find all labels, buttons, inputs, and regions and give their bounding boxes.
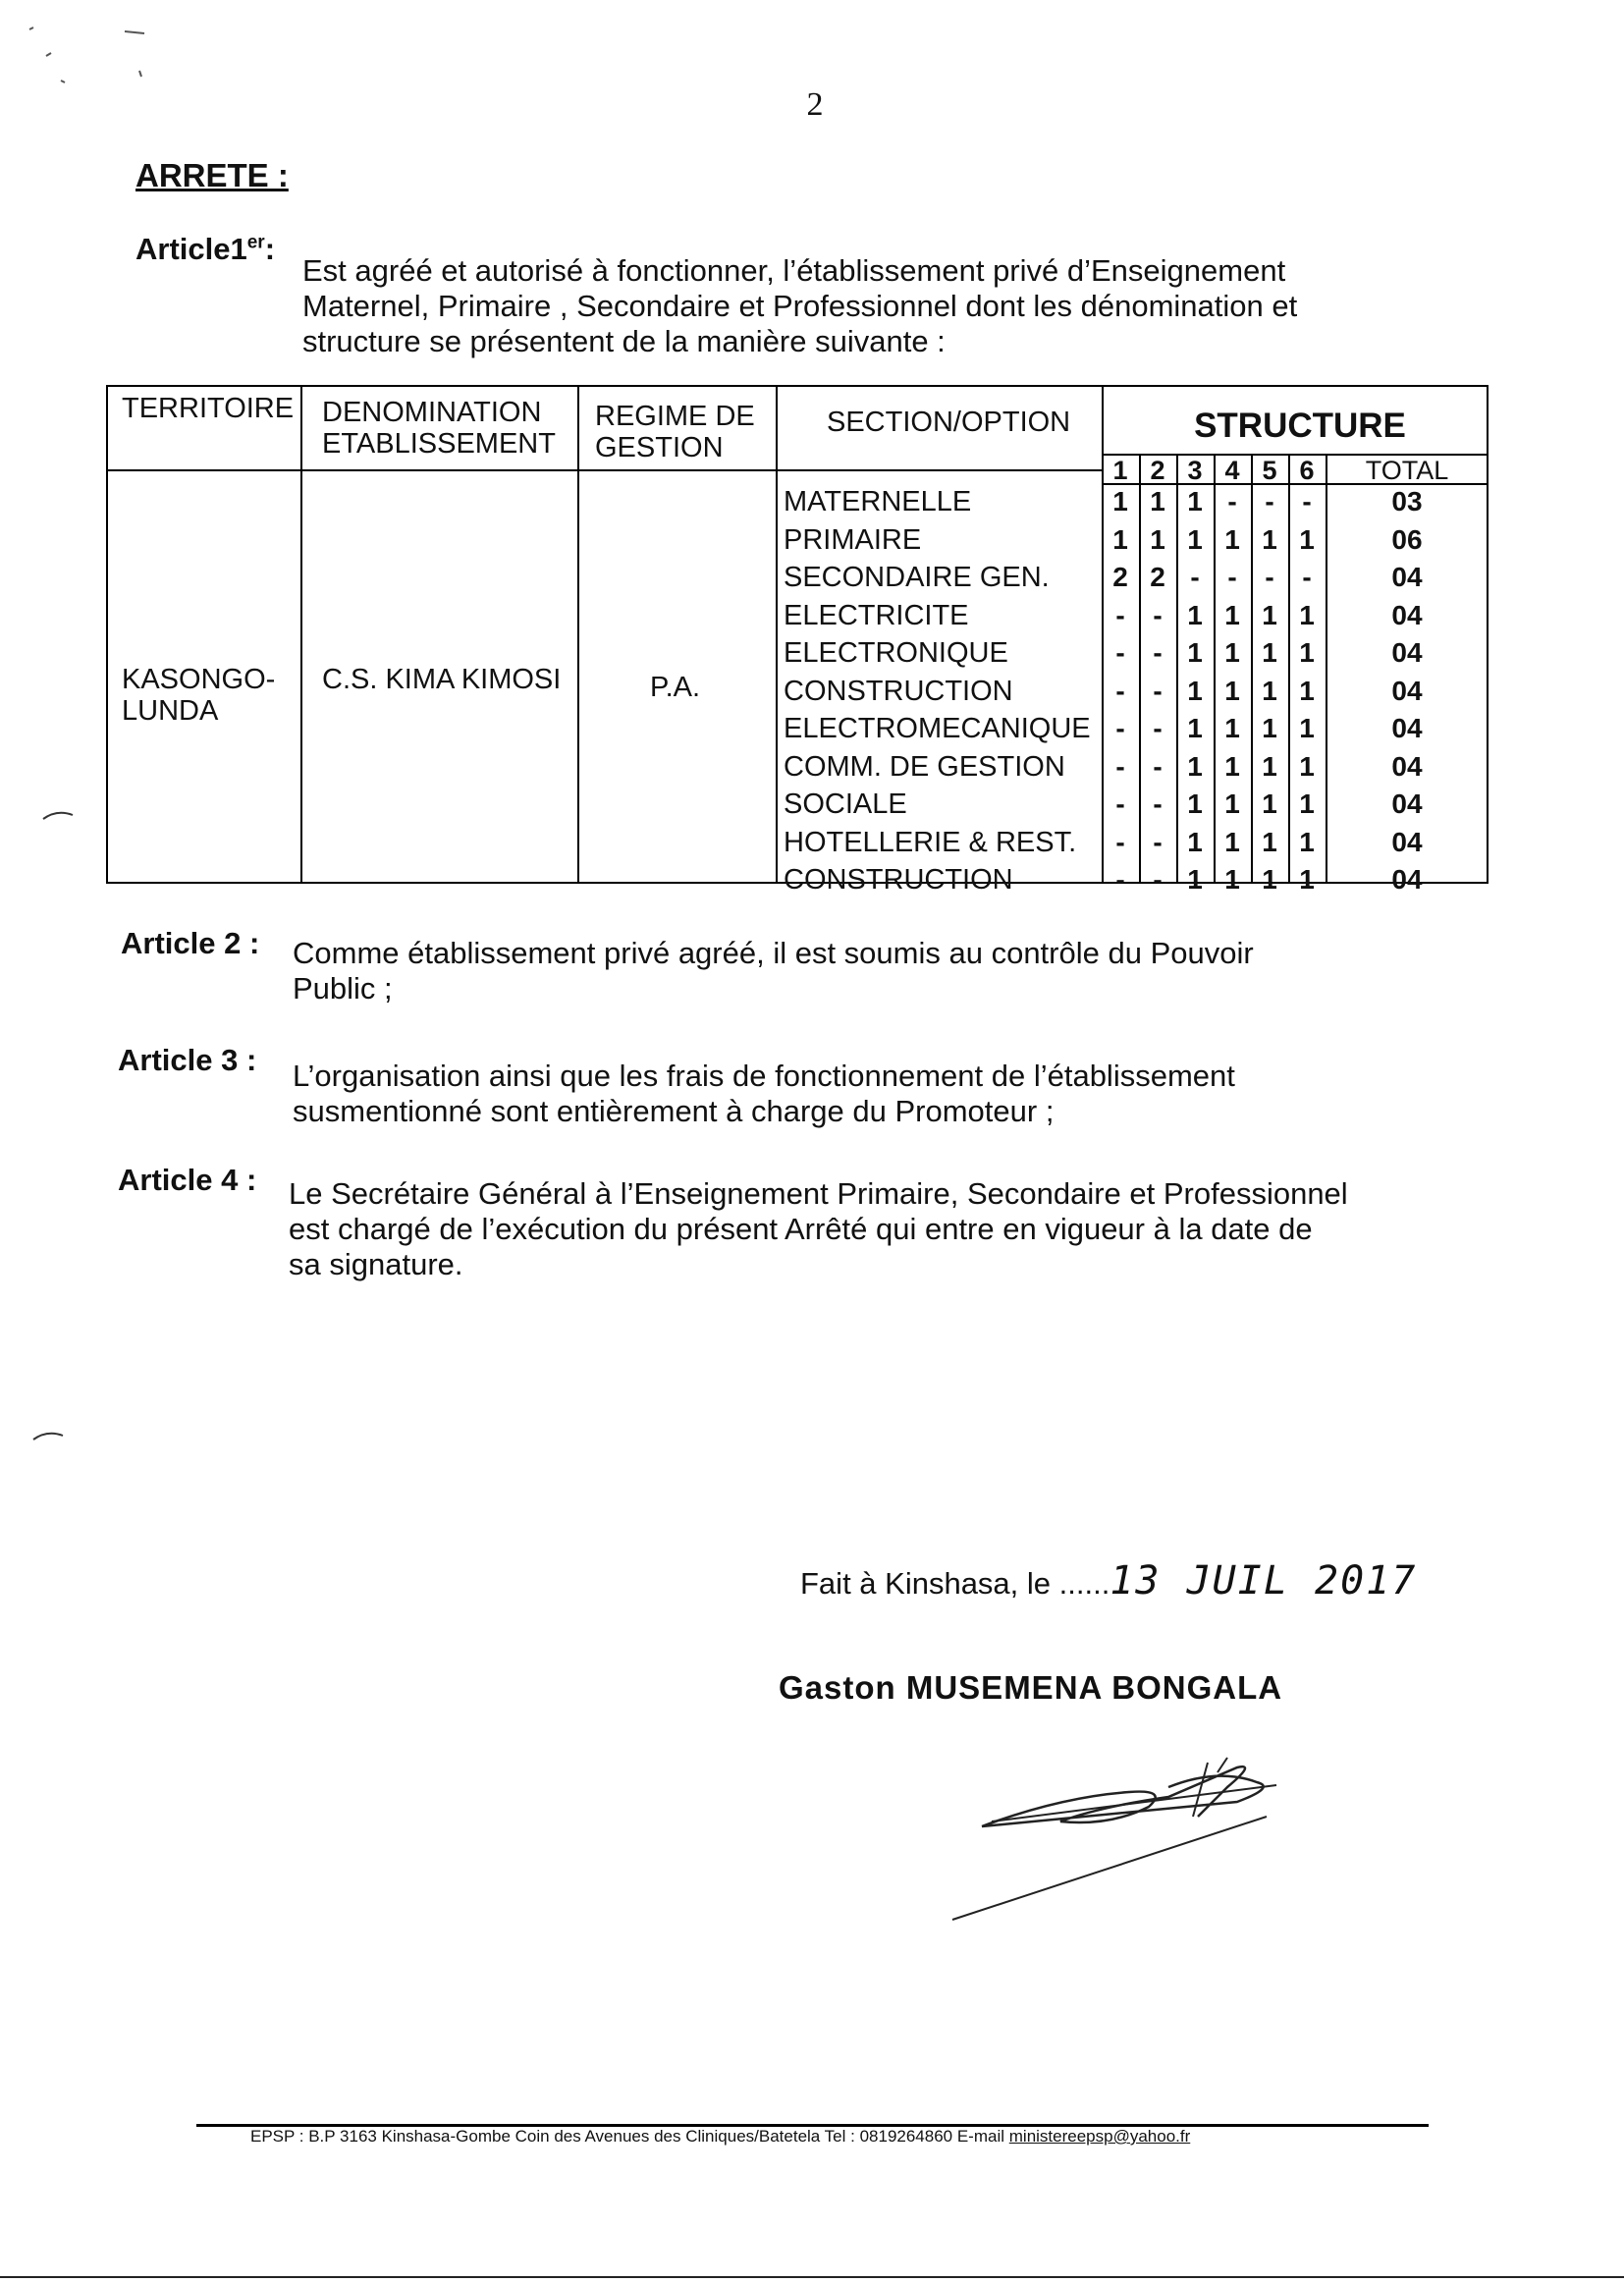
year-cell: 1 <box>1224 637 1240 668</box>
handwritten-date: 13 JUIL 2017 <box>1110 1558 1418 1604</box>
scan-edge <box>0 2276 1624 2278</box>
year-cell: 1 <box>1299 826 1315 857</box>
year-cell: - <box>1153 599 1163 630</box>
article-1-line: structure se présentent de la manière suivante : <box>302 324 946 358</box>
year-cell: 1 <box>1224 750 1240 782</box>
table-row <box>1102 748 1489 787</box>
header-structure: STRUCTURE <box>1194 407 1406 445</box>
year-cell: 1 <box>1299 864 1315 895</box>
table-row <box>1102 673 1489 711</box>
header-col-total: TOTAL <box>1365 456 1449 485</box>
article-1-label: Article1er: <box>135 232 276 266</box>
article-1-text <box>302 253 1432 359</box>
article-4-label: Article 4 : <box>118 1163 257 1197</box>
section-option-label: ELECTRONIQUE <box>784 637 1008 669</box>
decree-heading: ARRETE : <box>135 157 289 193</box>
header-col-2: 2 <box>1150 456 1165 485</box>
year-cell: 1 <box>1187 864 1203 895</box>
year-cell: 1 <box>1262 713 1277 743</box>
year-cell: 1 <box>1299 523 1315 555</box>
year-cell: 1 <box>1262 788 1277 819</box>
year-cell: - <box>1153 713 1163 743</box>
year-cell: - <box>1153 675 1163 706</box>
article-2-label: Article 2 : <box>121 926 260 960</box>
year-cell: 1 <box>1187 788 1203 819</box>
year-cell: 1 <box>1150 486 1165 516</box>
year-cell: 1 <box>1299 788 1315 819</box>
section-option-label: MATERNELLE <box>784 486 972 517</box>
article-3-line: L’organisation ainsi que les frais de fonctionnement de l’établissement <box>293 1059 1235 1093</box>
total-cell: 03 <box>1391 486 1423 516</box>
year-cell: 1 <box>1187 599 1203 630</box>
total-cell: 04 <box>1391 713 1423 743</box>
year-cell: - <box>1115 788 1125 819</box>
year-cell: 1 <box>1187 713 1203 743</box>
year-cell: 1 <box>1262 599 1277 630</box>
scan-mark-top <box>22 12 159 95</box>
year-cell: 1 <box>1224 788 1240 819</box>
year-cell: 1 <box>1224 675 1240 706</box>
page-number: 2 <box>806 86 824 123</box>
year-cell: 1 <box>1262 864 1277 895</box>
section-option-label: PRIMAIRE <box>784 523 922 556</box>
table-row <box>1102 521 1489 560</box>
year-cell: 1 <box>1112 486 1128 516</box>
year-cell: - <box>1227 562 1237 592</box>
article-1-line: Maternel, Primaire , Secondaire et Professionnel dont les dénomination et <box>302 289 1298 323</box>
header-col-5: 5 <box>1262 456 1277 485</box>
scan-mark-left <box>39 805 79 830</box>
table-row <box>1102 710 1489 748</box>
year-cell: - <box>1115 750 1125 782</box>
year-cell: 2 <box>1150 562 1165 592</box>
table-row <box>1102 634 1489 673</box>
article-4-line: est chargé de l’exécution du présent Arrêté qui entre en vigueur à la date de <box>289 1212 1313 1246</box>
structure-grid <box>1102 483 1489 899</box>
table-row <box>1102 824 1489 862</box>
total-cell: 04 <box>1391 675 1423 706</box>
article-1-line: Est agréé et autorisé à fonctionner, l’établissement privé d’Enseignement <box>302 253 1286 288</box>
total-cell: 04 <box>1391 750 1423 782</box>
year-cell: 2 <box>1112 562 1128 592</box>
header-col-3: 3 <box>1187 456 1203 485</box>
table-row <box>1102 559 1489 597</box>
header-territoire: TERRITOIRE <box>122 393 295 424</box>
header-col-6: 6 <box>1299 456 1315 485</box>
territoire-value: KASONGO- LUNDA <box>122 664 276 727</box>
article-4-text <box>289 1176 1467 1282</box>
year-cell: 1 <box>1150 523 1165 555</box>
table-row <box>1102 597 1489 635</box>
year-cell: 1 <box>1187 675 1203 706</box>
header-col-1: 1 <box>1112 456 1128 485</box>
article-3-text <box>293 1059 1363 1129</box>
total-cell: 06 <box>1391 523 1423 555</box>
article-4-line: Le Secrétaire Général à l’Enseignement Primaire, Secondaire et Professionnel <box>289 1176 1348 1211</box>
article-4-line: sa signature. <box>289 1247 463 1281</box>
year-cell: - <box>1115 599 1125 630</box>
year-cell: 1 <box>1299 750 1315 782</box>
year-cell: 1 <box>1262 826 1277 857</box>
year-cell: - <box>1153 750 1163 782</box>
header-section: SECTION/OPTION <box>827 407 1071 438</box>
section-option-label: SECONDAIRE GEN. <box>784 562 1050 593</box>
year-cell: 1 <box>1262 750 1277 782</box>
year-cell: 1 <box>1224 599 1240 630</box>
year-cell: 1 <box>1299 675 1315 706</box>
table-row <box>1102 483 1489 521</box>
total-cell: 04 <box>1391 864 1423 895</box>
year-cell: - <box>1153 826 1163 857</box>
footer-address: EPSP : B.P 3163 Kinshasa-Gombe Coin des Avenues des Cliniques/Batetela Tel : 0819264860 E-mail ministereepsp@yahoo.fr <box>250 2127 1191 2146</box>
denomination-value: C.S. KIMA KIMOSI <box>322 664 562 695</box>
section-option-label: CONSTRUCTION <box>784 864 1013 896</box>
year-cell: - <box>1153 864 1163 895</box>
year-cell: 1 <box>1224 826 1240 857</box>
year-cell: - <box>1265 486 1274 516</box>
scan-mark-left <box>29 1426 69 1450</box>
year-cell: 1 <box>1299 637 1315 668</box>
footer-email: ministereepsp@yahoo.fr <box>1008 2127 1191 2146</box>
year-cell: - <box>1115 675 1125 706</box>
table-row <box>1102 861 1489 899</box>
header-col-4: 4 <box>1224 456 1240 485</box>
regime-value: P.A. <box>650 672 701 703</box>
year-cell: - <box>1227 486 1237 516</box>
article-3-line: susmentionné sont entièrement à charge du Promoteur ; <box>293 1094 1055 1128</box>
year-cell: 1 <box>1299 599 1315 630</box>
year-cell: 1 <box>1112 523 1128 555</box>
year-cell: 1 <box>1187 826 1203 857</box>
total-cell: 04 <box>1391 599 1423 630</box>
year-cell: - <box>1115 864 1125 895</box>
total-cell: 04 <box>1391 788 1423 819</box>
header-denomination: DENOMINATION ETABLISSEMENT <box>322 397 556 460</box>
year-cell: - <box>1153 788 1163 819</box>
section-option-label: CONSTRUCTION <box>784 675 1013 707</box>
year-cell: - <box>1115 713 1125 743</box>
year-cell: - <box>1302 562 1312 592</box>
handwritten-signature <box>943 1728 1355 1930</box>
year-cell: 1 <box>1262 675 1277 706</box>
signer-name: Gaston MUSEMENA BONGALA <box>779 1669 1283 1706</box>
year-cell: - <box>1190 562 1200 592</box>
article-3-label: Article 3 : <box>118 1043 257 1077</box>
total-cell: 04 <box>1391 826 1423 857</box>
year-cell: - <box>1265 562 1274 592</box>
total-cell: 04 <box>1391 637 1423 668</box>
total-cell: 04 <box>1391 562 1423 592</box>
year-cell: 1 <box>1224 523 1240 555</box>
year-cell: 1 <box>1224 864 1240 895</box>
article-2-text <box>293 936 1363 1006</box>
year-cell: 1 <box>1224 713 1240 743</box>
place-and-date: Fait à Kinshasa, le ......13 JUIL 2017 <box>800 1558 1418 1604</box>
year-cell: 1 <box>1187 486 1203 516</box>
table-row <box>1102 786 1489 824</box>
article-2-line: Comme établissement privé agréé, il est soumis au contrôle du Pouvoir <box>293 936 1254 970</box>
year-cell: - <box>1302 486 1312 516</box>
section-option-label: ELECTRICITE <box>784 599 969 631</box>
section-option-label: HOTELLERIE & REST. <box>784 826 1077 858</box>
section-option-label: SOCIALE <box>784 788 907 820</box>
place-prefix: Fait à Kinshasa, le <box>800 1566 1052 1601</box>
year-cell: - <box>1115 637 1125 668</box>
year-cell: 1 <box>1299 713 1315 743</box>
year-cell: 1 <box>1187 523 1203 555</box>
year-cell: 1 <box>1187 750 1203 782</box>
section-option-label: COMM. DE GESTION <box>784 750 1065 783</box>
year-cell: 1 <box>1262 523 1277 555</box>
structure-table <box>106 385 1489 896</box>
year-cell: 1 <box>1187 637 1203 668</box>
header-regime: REGIME DE GESTION <box>595 401 755 463</box>
section-option-label: ELECTROMECANIQUE <box>784 713 1091 744</box>
year-cell: 1 <box>1262 637 1277 668</box>
article-2-line: Public ; <box>293 971 393 1006</box>
year-cell: - <box>1115 826 1125 857</box>
year-cell: - <box>1153 637 1163 668</box>
